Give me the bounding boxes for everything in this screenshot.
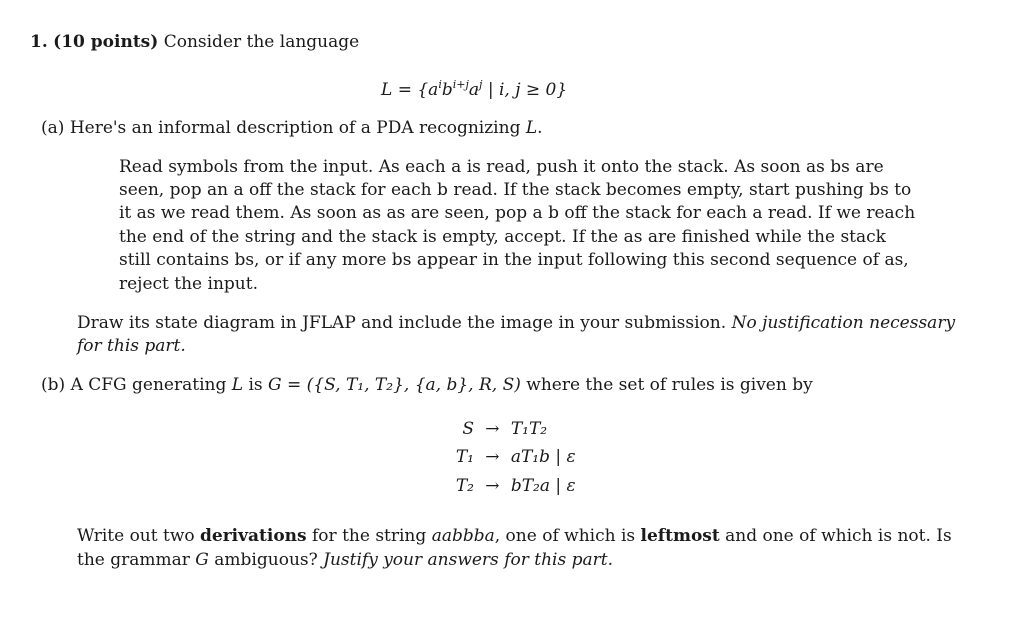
q-string: aabbba: [431, 526, 495, 546]
q-text: ambiguous?: [214, 550, 318, 570]
problem-number: 1.: [30, 32, 48, 52]
part-b-label: (b): [41, 375, 66, 395]
rule-row: [452, 475, 576, 497]
rule-rhs: T₁T₂: [510, 419, 548, 439]
part-a-period: .: [537, 118, 543, 138]
part-b-question-line-2: [77, 549, 613, 571]
rule-lhs: T₂: [455, 476, 474, 496]
rule-row: [452, 446, 576, 468]
part-a-label: (a): [41, 118, 65, 138]
rule-rhs: bT₂a | ε: [510, 476, 576, 496]
rule-lhs: T₁: [455, 447, 474, 467]
rule-lhs: S: [462, 419, 474, 439]
q-italic: Justify your answers for this part.: [323, 550, 613, 570]
rule-arrow: →: [485, 476, 500, 496]
instruction-text: Draw its state diagram in JFLAP and include the image in your submission.: [77, 313, 727, 333]
part-b-L: L: [231, 375, 244, 395]
desc-line: reject the input.: [119, 274, 258, 294]
instruction-italic: No justification necessary: [731, 313, 956, 333]
q-text: the grammar: [77, 550, 190, 570]
rule-rhs: aT₁b | ε: [510, 447, 576, 467]
problem-header: [30, 31, 359, 53]
part-a-instruction-cont: [77, 335, 186, 357]
desc-line: the end of the string and the stack is empty, accept. If the as are finished while the stack: [119, 227, 886, 247]
lang-b: b: [441, 80, 453, 100]
part-b-header: [41, 374, 813, 396]
q-text: , one of which is: [494, 526, 636, 546]
desc-line: it as we read them. As soon as as are seen, pop a b off the stack for each a read. If we reach: [119, 203, 916, 223]
rule-row: [452, 418, 547, 440]
part-b-question-line-1: [77, 525, 952, 547]
lang-eq: =: [397, 80, 412, 100]
part-a-text: Here's an informal description of a PDA recognizing: [69, 118, 521, 138]
problem-intro: Consider the language: [163, 32, 360, 52]
q-text: and one of which is not. Is: [725, 526, 952, 546]
rule-arrow: →: [485, 419, 500, 439]
problem-points: (10 points): [53, 32, 159, 52]
part-b-text-2: is: [248, 375, 263, 395]
part-a-header: [41, 117, 543, 139]
part-a-instruction: [77, 312, 955, 334]
q-bold-leftmost: leftmost: [640, 526, 720, 546]
lang-open: {a: [417, 80, 439, 100]
lang-exp-i: i: [438, 78, 442, 91]
lang-lhs: L: [381, 80, 393, 100]
part-a-L: L: [525, 118, 538, 138]
desc-line: still contains bs, or if any more bs appear in the input following this second sequence of as,: [119, 250, 909, 270]
q-text: Write out two: [77, 526, 195, 546]
desc-line: Read symbols from the input. As each a is read, push it onto the stack. As soon as bs are: [119, 157, 884, 177]
lang-exp-j: j: [479, 78, 483, 91]
desc-line: seen, pop an a off the stack for each b read. If the stack becomes empty, start pushing bs to: [119, 180, 912, 200]
q-bold-derivations: derivations: [200, 526, 307, 546]
instruction-italic-cont: for this part.: [77, 336, 186, 356]
part-b-text-1: A CFG generating: [70, 375, 227, 395]
lang-cond: | i, j ≥ 0}: [487, 80, 568, 100]
language-definition: [381, 74, 567, 101]
grammar-tuple: G = ({S, T₁, T₂}, {a, b}, R, S): [268, 375, 521, 395]
lang-exp-ij: i+j: [452, 78, 469, 91]
lang-a: a: [468, 80, 480, 100]
q-G: G: [195, 550, 209, 570]
q-text: for the string: [312, 526, 427, 546]
part-b-text-3: where the set of rules is given by: [526, 375, 813, 395]
rule-arrow: →: [485, 447, 500, 467]
